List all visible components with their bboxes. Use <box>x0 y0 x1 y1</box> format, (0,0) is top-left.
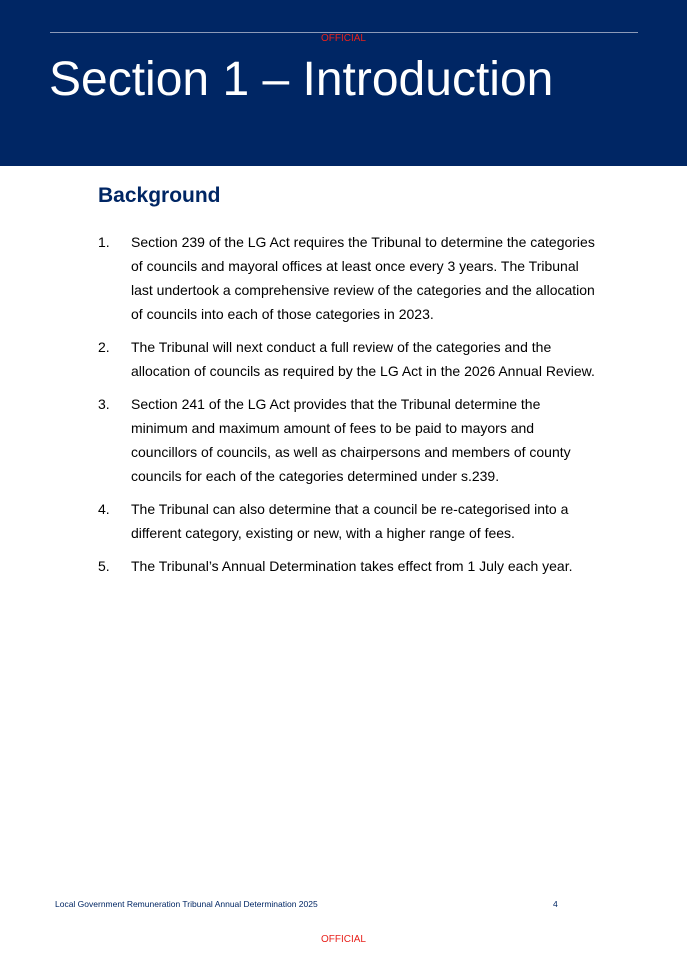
paragraph-text: The Tribunal can also determine that a council be re-categorised into a different category, existing or new, with a higher range of fees. <box>131 501 569 541</box>
footer-document-title: Local Government Remuneration Tribunal Annual Determination 2025 <box>55 899 318 909</box>
paragraph-number: 4. <box>98 501 110 517</box>
numbered-paragraph <box>98 554 598 578</box>
paragraph-text: Section 239 of the LG Act requires the Tribunal to determine the categories of councils and mayoral offices at least once every 3 years. The Tribunal last undertook a comprehensive review of the categories and the allocation of councils into each of those categories in 2023. <box>131 234 595 322</box>
numbered-paragraph <box>98 497 598 545</box>
paragraph-text: The Tribunal will next conduct a full review of the categories and the allocation of councils as required by the LG Act in the 2026 Annual Review. <box>131 339 595 379</box>
footer-page-number: 4 <box>553 899 558 909</box>
paragraph-text: Section 241 of the LG Act provides that the Tribunal determine the minimum and maximum amount of fees to be paid to mayors and councillors of councils, as well as chairpersons and members of county councils for each of the categories determined under s.239. <box>131 396 571 484</box>
subsection-heading: Background <box>98 184 221 207</box>
paragraph-number: 3. <box>98 396 110 412</box>
numbered-paragraph-list <box>98 230 598 587</box>
numbered-paragraph <box>98 335 598 383</box>
paragraph-number: 1. <box>98 234 110 250</box>
numbered-paragraph <box>98 392 598 488</box>
paragraph-number: 2. <box>98 339 110 355</box>
classification-marking-top: OFFICIAL <box>320 33 366 44</box>
classification-marking-bottom: OFFICIAL <box>320 934 366 945</box>
numbered-paragraph <box>98 230 598 326</box>
section-title: Section 1 – Introduction <box>49 53 554 106</box>
paragraph-text: The Tribunal’s Annual Determination takes effect from 1 July each year. <box>131 558 573 574</box>
paragraph-number: 5. <box>98 558 110 574</box>
